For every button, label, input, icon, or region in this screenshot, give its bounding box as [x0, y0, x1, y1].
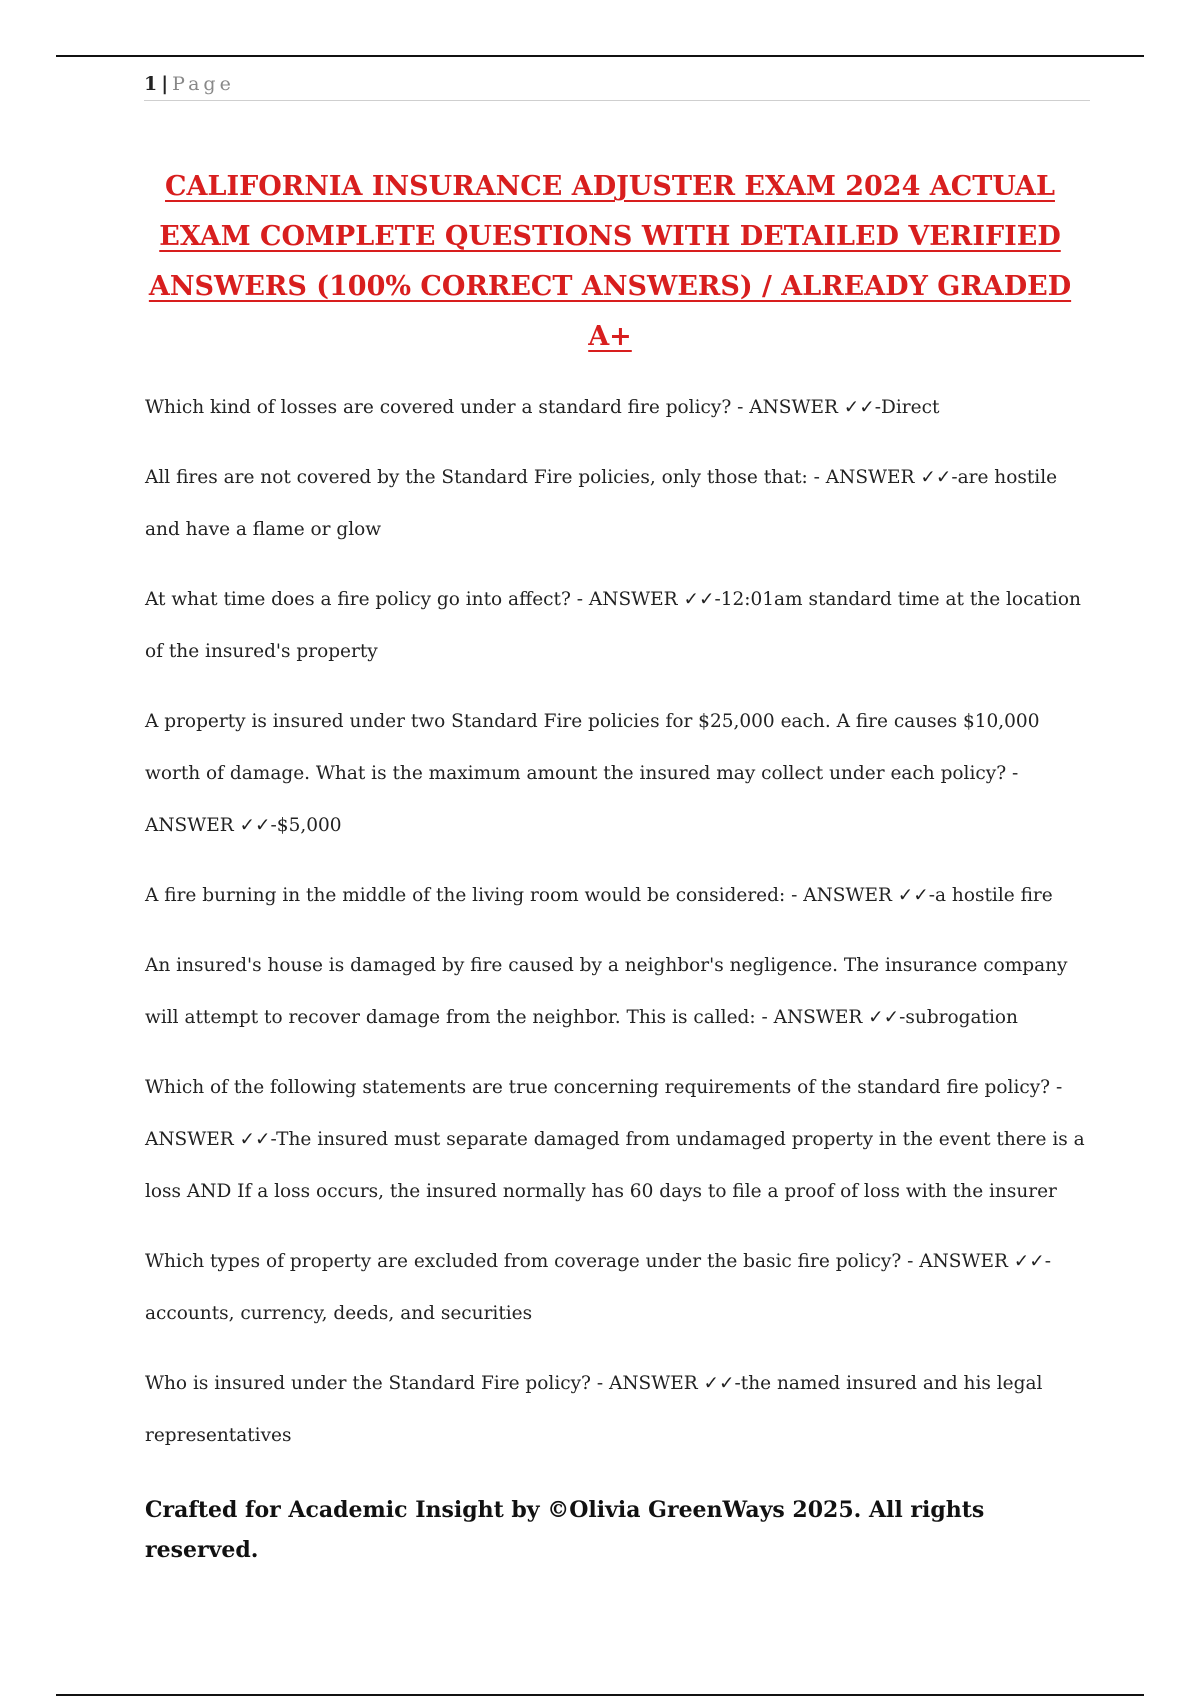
footer-credit: Crafted for Academic Insight by ©Olivia GreenWays 2025. All rights reserved. [145, 1497, 985, 1563]
qa-item: Who is insured under the Standard Fire policy? - ANSWER ✓✓-the named insured and his legal representatives [145, 1373, 1043, 1446]
qa-item: A property is insured under two Standard Fire policies for $25,000 each. A fire causes $10,000 worth of damage. What is the maximum amount the insured may collect under each policy? - ANSWER ✓✓-$5,000 [145, 711, 1040, 836]
qa-item: Which of the following statements are true concerning requirements of the standard fire policy? - ANSWER ✓✓-The insured must separate damaged from undamaged property in the event there is a loss AND If a loss occurs, the insured normally has 60 days to file a proof of loss with the insurer [145, 1077, 1085, 1202]
page-header [144, 70, 1090, 101]
page-separator: | [161, 73, 169, 95]
page-label: Page [172, 73, 235, 95]
qa-item: Which kind of losses are covered under a standard fire policy? - ANSWER ✓✓-Direct [145, 397, 940, 418]
qa-item: Which types of property are excluded from coverage under the basic fire policy? - ANSWER ✓✓-accounts, currency, deeds, and securities [145, 1251, 1052, 1324]
document-title: CALIFORNIA INSURANCE ADJUSTER EXAM 2024 ACTUAL EXAM COMPLETE QUESTIONS WITH DETAILED VERIFIED ANSWERS (100% CORRECT ANSWERS) / ALREADY GRADED A+ [148, 171, 1072, 352]
qa-item: A fire burning in the middle of the living room would be considered: - ANSWER ✓✓-a hostile fire [145, 885, 1053, 906]
qa-item: All fires are not covered by the Standard Fire policies, only those that: - ANSWER ✓✓-are hostile and have a flame or glow [145, 467, 1058, 540]
bottom-rule [56, 1694, 1144, 1696]
qa-item: At what time does a fire policy go into affect? - ANSWER ✓✓-12:01am standard time at the location of the insured's property [145, 589, 1081, 662]
qa-item: An insured's house is damaged by fire caused by a neighbor's negligence. The insurance company will attempt to recover damage from the neighbor. This is called: - ANSWER ✓✓-subrogation [145, 955, 1068, 1028]
top-rule [56, 55, 1144, 57]
qa-list [145, 382, 1090, 1480]
page-number: 1 [144, 73, 158, 95]
